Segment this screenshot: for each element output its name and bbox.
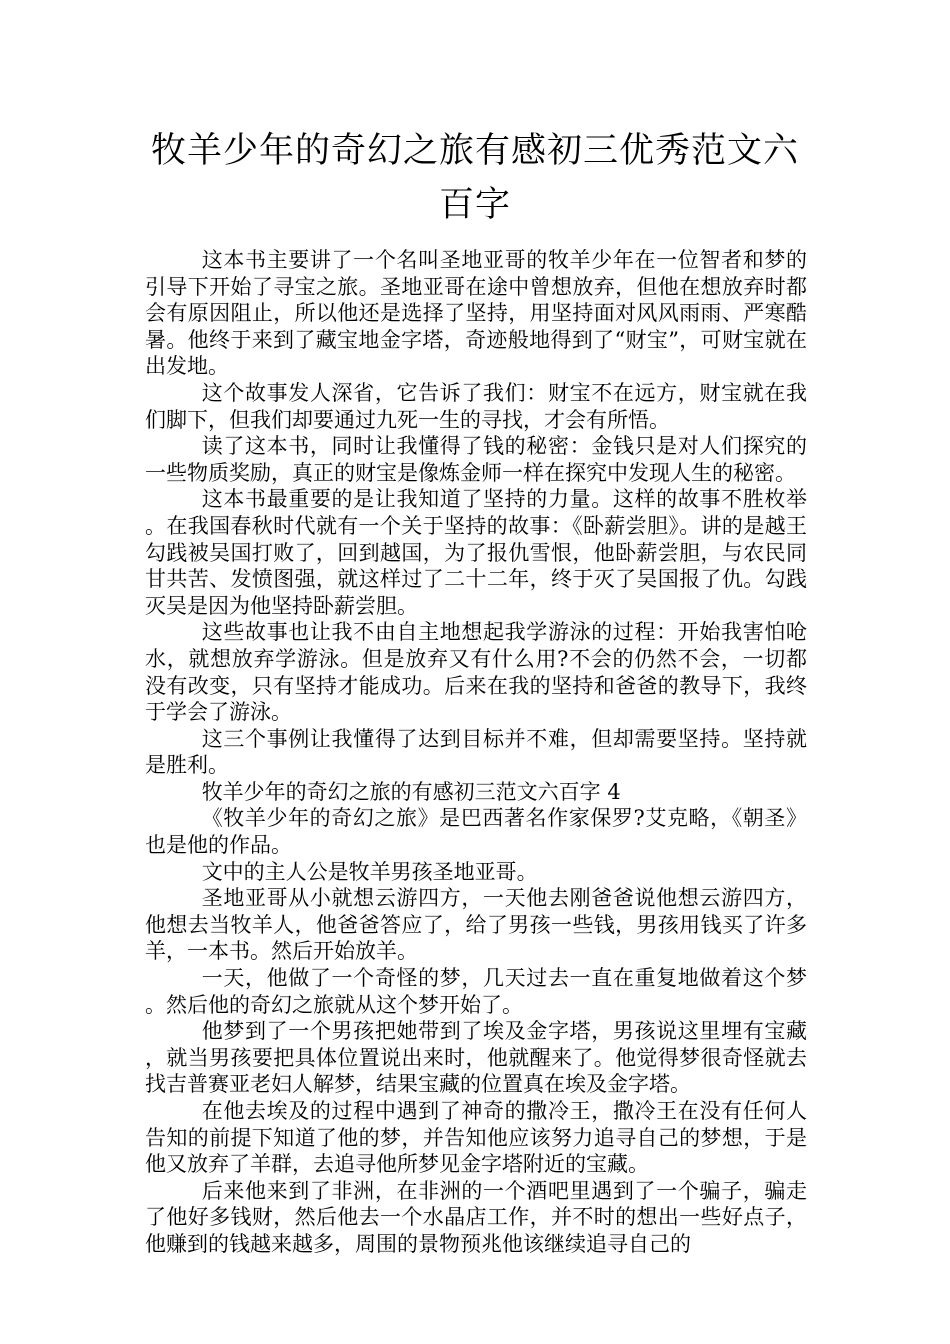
paragraph: 这些故事也让我不由自主地想起我学游泳的过程：开始我害怕呛水，就想放弃学游泳。但是放弃又有什么用?不会的仍然不会，一切都没有改变，只有坚持才能成功。后来在我的坚持和爸爸的教导下，我终于学会了游泳。 [145,620,807,725]
paragraph: 读了这本书，同时让我懂得了钱的秘密：金钱只是对人们探究的一些物质奖励，真正的财宝是像炼金师一样在探究中发现人生的秘密。 [145,434,807,485]
paragraph: 《牧羊少年的奇幻之旅》是巴西著名作家保罗?艾克略，《朝圣》也是他的作品。 [145,806,807,858]
paragraph: 这本书主要讲了一个名叫圣地亚哥的牧羊少年在一位智者和梦的引导下开始了寻宝之旅。圣地亚哥在途中曾想放弃，但他在想放弃时都会有原因阻止，所以他还是选择了坚持，用坚持面对风风雨雨、严寒酷暑。他终于来到了藏宝地金字塔，奇迹般地得到了“财宝”，可财宝就在出发地。 [145,248,807,379]
paragraph: 一天，他做了一个奇怪的梦，几天过去一直在重复地做着这个梦。然后他的奇幻之旅就从这个梦开始了。 [145,966,807,1017]
paragraph: 圣地亚哥从小就想云游四方，一天他去刚爸爸说他想云游四方，他想去当牧羊人，他爸爸答应了，给了男孩一些钱，男孩用钱买了许多羊，一本书。然后开始放羊。 [145,886,807,964]
section-heading: 牧羊少年的奇幻之旅的有感初三范文六百字 4 [201,779,621,804]
paragraph: 这三个事例让我懂得了达到目标并不难，但却需要坚持。坚持就是胜利。 [145,726,807,778]
paragraph: 这个故事发人深省，它告诉了我们：财宝不在远方，财宝就在我们脚下，但我们却要通过九死一生的寻找，才会有所悟。 [145,380,807,432]
document-body [145,247,807,1258]
paragraph: 他梦到了一个男孩把她带到了埃及金字塔，男孩说这里埋有宝藏，就当男孩要把具体位置说出来时，他就醒来了。他觉得梦很奇怪就去找吉普赛亚老妇人解梦，结果宝藏的位置真在埃及金字塔。 [145,1019,807,1097]
paragraph: 在他去埃及的过程中遇到了神奇的撒冷王，撒冷王在没有任何人告知的前提下知道了他的梦，并告知他应该努力追寻自己的梦想，于是他又放弃了羊群，去追寻他所梦见金字塔附近的宝藏。 [145,1099,807,1177]
paragraph: 后来他来到了非洲，在非洲的一个酒吧里遇到了一个骗子，骗走了他好多钱财，然后他去一个水晶店工作，并不时的想出一些好点子，他赚到的钱越来越多，周围的景物预兆他该继续追寻自己的 [145,1178,807,1256]
paragraph: 这本书最重要的是让我知道了坚持的力量。这样的故事不胜枚举。在我国春秋时代就有一个关于坚持的故事：《卧薪尝胆》。讲的是越王勾践被吴国打败了，回到越国，为了报仇雪恨，他卧薪尝胆，与农民同甘共苦、发愤图强，就这样过了二十二年，终于灭了吴国报了仇。勾践灭吴是因为他坚持卧薪尝胆。 [145,487,807,618]
document-title: 牧羊少年的奇幻之旅有感初三优秀范文六百字 [150,131,799,225]
paragraph: 文中的主人公是牧羊男孩圣地亚哥。 [201,859,538,884]
